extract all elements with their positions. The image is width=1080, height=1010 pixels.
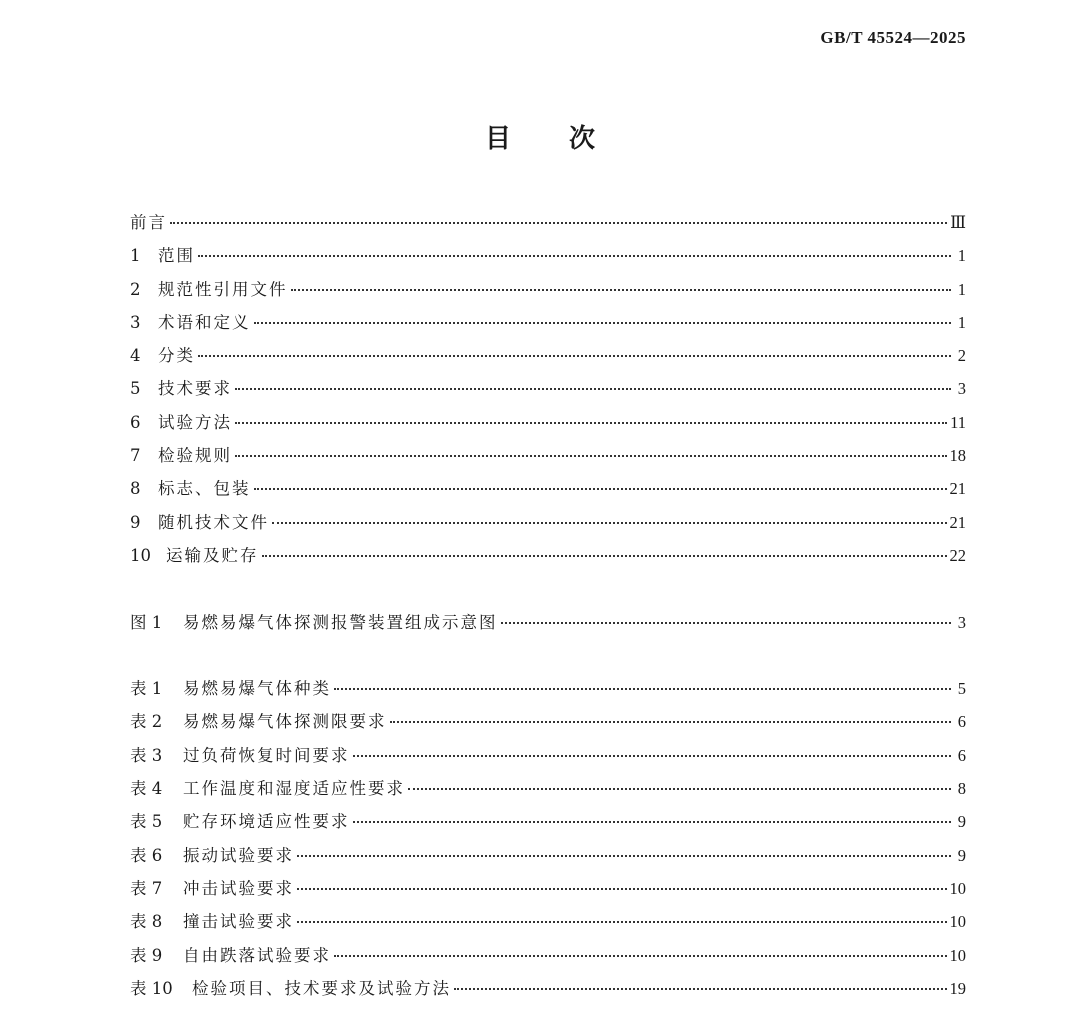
toc-entry-page: 6 — [957, 745, 966, 765]
toc-entry-number: 表 6 — [130, 845, 163, 865]
dot-leader — [501, 621, 952, 624]
toc-entry-section-4[interactable] — [130, 339, 966, 372]
dot-leader — [198, 354, 951, 357]
dot-leader — [353, 820, 952, 823]
toc-entry-section-5[interactable] — [130, 372, 966, 405]
toc-entry-label: 检验规则 — [158, 446, 232, 466]
toc-entry-table-10[interactable] — [130, 972, 966, 1005]
toc-entry-number: 表 9 — [130, 945, 163, 965]
toc-entry-page: 10 — [949, 912, 966, 932]
dot-leader — [334, 687, 951, 690]
toc-entry-label: 过负荷恢复时间要求 — [183, 745, 350, 765]
toc-entry-number: 7 — [130, 446, 141, 466]
toc-entry-page: 5 — [957, 679, 966, 699]
toc-entry-page: 9 — [957, 845, 966, 865]
toc-entry-page: 2 — [957, 346, 966, 366]
toc-entry-section-9[interactable] — [130, 506, 966, 539]
toc-entry-label: 标志、包装 — [158, 479, 251, 499]
toc-entry-number: 1 — [130, 246, 141, 266]
toc-entry-label: 术语和定义 — [158, 312, 251, 332]
toc-entry-section-2[interactable] — [130, 273, 966, 306]
toc-entry-number: 表 8 — [130, 912, 163, 932]
toc-entry-page: 1 — [957, 279, 966, 299]
toc-entry-table-4[interactable] — [130, 772, 966, 805]
toc-entry-table-1[interactable] — [130, 672, 966, 705]
toc-entry-number: 3 — [130, 312, 141, 332]
toc-entry-label: 检验项目、技术要求及试验方法 — [192, 978, 451, 998]
dot-leader — [297, 854, 951, 857]
toc-entry-page: 21 — [949, 512, 966, 532]
dot-leader — [170, 221, 947, 224]
dot-leader — [408, 787, 951, 790]
toc-entry-page: 22 — [949, 545, 966, 565]
toc-entry-section-8[interactable] — [130, 472, 966, 505]
toc-entry-number: 6 — [130, 412, 141, 432]
toc-entry-page: 1 — [957, 312, 966, 332]
toc-entry-table-6[interactable] — [130, 839, 966, 872]
toc-entry-label: 易燃易爆气体种类 — [183, 679, 331, 699]
dot-leader — [334, 954, 947, 957]
toc-entry-label: 工作温度和湿度适应性要求 — [183, 779, 405, 799]
toc-entry-label: 贮存环境适应性要求 — [183, 812, 350, 832]
toc-entry-section-1[interactable] — [130, 239, 966, 272]
toc-entry-page: 8 — [957, 779, 966, 799]
dot-leader — [235, 454, 947, 457]
toc-entry-number: 图 1 — [130, 612, 163, 632]
toc-entry-number: 8 — [130, 479, 141, 499]
dot-leader — [297, 887, 947, 890]
dot-leader — [198, 254, 951, 257]
toc-entry-label: 易燃易爆气体探测报警装置组成示意图 — [183, 612, 498, 632]
toc-entry-page: 9 — [957, 812, 966, 832]
dot-leader — [235, 421, 947, 424]
toc-entry-table-9[interactable] — [130, 939, 966, 972]
table-of-contents — [130, 206, 966, 1005]
toc-entry-number: 5 — [130, 379, 141, 399]
dot-leader — [254, 487, 947, 490]
toc-entry-section-3[interactable] — [130, 306, 966, 339]
dot-leader — [291, 288, 952, 291]
toc-entry-label: 撞击试验要求 — [183, 912, 294, 932]
toc-entry-page: 1 — [957, 246, 966, 266]
toc-entry-section-6[interactable] — [130, 406, 966, 439]
toc-entry-section-10[interactable] — [130, 539, 966, 572]
toc-spacer — [130, 572, 966, 605]
toc-entry-table-3[interactable] — [130, 739, 966, 772]
toc-entry-foreword[interactable] — [130, 206, 966, 239]
toc-entry-figure-1[interactable] — [130, 606, 966, 639]
toc-entry-page: 10 — [949, 945, 966, 965]
toc-entry-label: 运输及贮存 — [166, 545, 259, 565]
toc-entry-number: 表 1 — [130, 679, 163, 699]
dot-leader — [390, 720, 952, 723]
toc-entry-page: 3 — [957, 379, 966, 399]
dot-leader — [235, 387, 951, 390]
toc-entry-number: 表 3 — [130, 745, 163, 765]
toc-entry-table-5[interactable] — [130, 805, 966, 838]
toc-entry-page: 11 — [950, 412, 966, 432]
dot-leader — [297, 920, 947, 923]
toc-entry-number: 表 7 — [130, 878, 163, 898]
dot-leader — [272, 521, 947, 524]
toc-entry-label: 技术要求 — [158, 379, 232, 399]
toc-entry-page: Ⅲ — [950, 213, 966, 232]
toc-entry-label: 试验方法 — [158, 412, 232, 432]
toc-entry-page: 6 — [957, 712, 966, 732]
toc-entry-number: 2 — [130, 279, 141, 299]
toc-entry-number: 表 10 — [130, 978, 173, 998]
toc-entry-number: 表 5 — [130, 812, 163, 832]
toc-entry-label: 振动试验要求 — [183, 845, 294, 865]
toc-entry-number: 表 2 — [130, 712, 163, 732]
toc-entry-table-8[interactable] — [130, 905, 966, 938]
toc-entry-section-7[interactable] — [130, 439, 966, 472]
toc-entry-number: 表 4 — [130, 779, 163, 799]
toc-entry-label: 规范性引用文件 — [158, 279, 288, 299]
toc-entry-number: 9 — [130, 512, 141, 532]
toc-entry-table-7[interactable] — [130, 872, 966, 905]
standard-code: GB/T 45524—2025 — [820, 28, 966, 47]
toc-entry-page: 10 — [949, 878, 966, 898]
toc-entry-number: 10 — [130, 545, 151, 565]
toc-entry-label: 随机技术文件 — [158, 512, 269, 532]
toc-entry-number: 4 — [130, 346, 141, 366]
toc-entry-label: 自由跌落试验要求 — [183, 945, 331, 965]
dot-leader — [262, 554, 947, 557]
page-title: 目次 — [484, 124, 653, 154]
toc-spacer — [130, 639, 966, 672]
toc-entry-page: 18 — [949, 446, 966, 466]
toc-entry-page: 21 — [949, 479, 966, 499]
dot-leader — [254, 321, 952, 324]
dot-leader — [454, 987, 947, 990]
toc-entry-label: 前言 — [130, 213, 167, 232]
toc-entry-page: 19 — [949, 978, 966, 998]
toc-entry-table-2[interactable] — [130, 705, 966, 738]
toc-entry-page: 3 — [957, 612, 966, 632]
toc-entry-label: 分类 — [158, 346, 195, 366]
toc-entry-label: 范围 — [158, 246, 195, 266]
toc-entry-label: 冲击试验要求 — [183, 878, 294, 898]
dot-leader — [353, 754, 952, 757]
toc-entry-label: 易燃易爆气体探测限要求 — [183, 712, 387, 732]
